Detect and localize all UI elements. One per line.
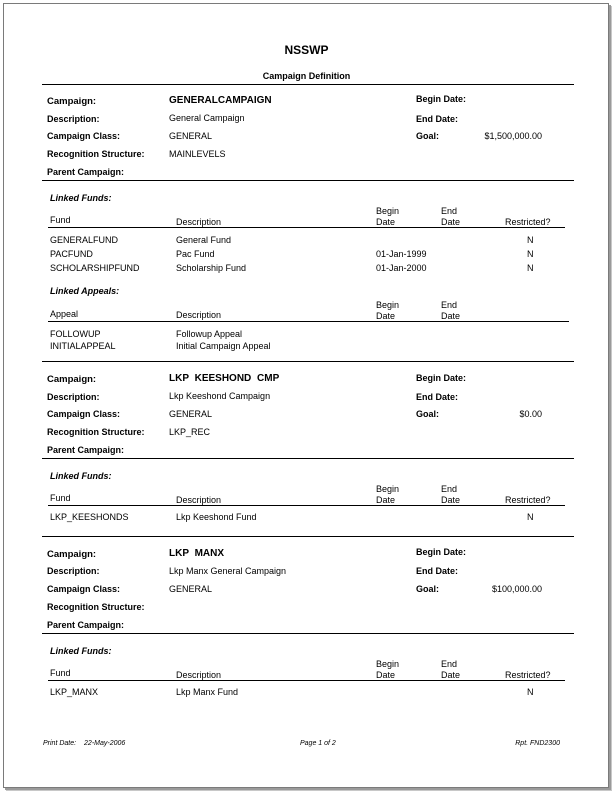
recognition-structure-value: LKP_REC [169,427,211,437]
end-date-label: End Date: [416,114,459,124]
table-header-rule [48,505,565,506]
report-title: Campaign Definition [262,71,351,81]
fund-description: Pac Fund [176,249,215,259]
col-begin: Begin [376,659,400,669]
campaign-class-label: Campaign Class: [47,584,121,594]
campaign-name: GENERALCAMPAIGN [169,95,272,106]
goal-value: $0.00 [519,409,542,419]
fund-description: Lkp Manx Fund [176,687,239,697]
col-fund: Fund [50,668,71,678]
appeal-code: FOLLOWUP [50,329,101,339]
col-begin: Begin [376,300,400,310]
begin-date-label: Begin Date: [416,547,467,557]
col-description: Description [176,670,222,680]
col-end-date: Date [441,495,461,505]
description-label: Description: [47,566,100,576]
section-divider [42,633,574,634]
fund-code: SCHOLARSHIPFUND [50,263,140,273]
campaign-class-label: Campaign Class: [47,409,121,419]
col-end-date: Date [441,670,461,680]
campaign-divider [42,536,574,537]
begin-date-label: Begin Date: [416,373,467,383]
campaign-name: LKP MANX [169,548,225,559]
description-label: Description: [47,392,100,402]
campaign-description: Lkp Keeshond Campaign [169,391,271,401]
col-description: Description [176,495,222,505]
fund-restricted: N [527,249,534,259]
col-description: Description [176,217,222,227]
parent-campaign-label: Parent Campaign: [47,620,125,630]
goal-value: $100,000.00 [491,584,542,594]
print-date-label: Print Date: [43,740,77,747]
linked-funds-heading: Linked Funds: [50,471,112,481]
table-header-rule [48,227,565,228]
col-begin-date: Date [376,217,396,227]
appeal-description: Followup Appeal [176,329,243,339]
col-begin-date: Date [376,311,396,321]
fund-begin-date: 01-Jan-2000 [376,263,427,273]
campaign-class-value: GENERAL [169,584,213,594]
col-restricted: Restricted? [505,217,551,227]
col-end: End [441,300,458,310]
fund-code: LKP_MANX [50,687,99,697]
recognition-structure-label: Recognition Structure: [47,602,145,612]
col-end-date: Date [441,217,461,227]
section-divider [42,180,574,181]
col-begin-date: Date [376,495,396,505]
campaign-description: General Campaign [169,113,245,123]
col-restricted: Restricted? [505,670,551,680]
fund-restricted: N [527,687,534,697]
campaign-label: Campaign: [47,96,97,107]
linked-appeals-heading: Linked Appeals: [50,286,120,296]
col-appeal: Appeal [50,309,79,319]
fund-code: LKP_KEESHONDS [50,512,129,522]
parent-campaign-label: Parent Campaign: [47,445,125,455]
parent-campaign-label: Parent Campaign: [47,167,125,177]
begin-date-label: Begin Date: [416,94,467,104]
campaign-class-value: GENERAL [169,409,213,419]
header-divider [42,84,574,85]
col-restricted: Restricted? [505,495,551,505]
col-end: End [441,659,458,669]
fund-description: Scholarship Fund [176,263,247,273]
col-fund: Fund [50,215,71,225]
appeal-code: INITIALAPPEAL [50,341,116,351]
campaign-class-value: GENERAL [169,131,213,141]
footer-report-id: Rpt. FND2300 [515,740,560,747]
col-begin-date: Date [376,670,396,680]
fund-restricted: N [527,263,534,273]
recognition-structure-value: MAINLEVELS [169,149,226,159]
appeal-description: Initial Campaign Appeal [176,341,271,351]
campaign-description: Lkp Manx General Campaign [169,566,287,576]
goal-value: $1,500,000.00 [484,131,542,141]
fund-code: GENERALFUND [50,235,119,245]
campaign-label: Campaign: [47,549,97,560]
campaign-label: Campaign: [47,374,97,385]
col-end-date: Date [441,311,461,321]
fund-restricted: N [527,235,534,245]
campaign-divider [42,361,574,362]
campaign-class-label: Campaign Class: [47,131,121,141]
table-header-rule [48,680,565,681]
col-begin: Begin [376,206,400,216]
col-begin: Begin [376,484,400,494]
fund-description: General Fund [176,235,232,245]
campaign-name: LKP KEESHOND CMP [169,373,280,384]
col-end: End [441,484,458,494]
fund-description: Lkp Keeshond Fund [176,512,257,522]
goal-label: Goal: [416,409,440,419]
footer-print-date [43,740,125,747]
fund-restricted: N [527,512,534,522]
linked-funds-heading: Linked Funds: [50,646,112,656]
footer-page-number: Page 1 of 2 [300,740,336,747]
col-end: End [441,206,458,216]
recognition-structure-label: Recognition Structure: [47,427,145,437]
end-date-label: End Date: [416,566,459,576]
col-description: Description [176,310,222,320]
fund-code: PACFUND [50,249,93,259]
goal-label: Goal: [416,584,440,594]
table-header-rule [48,321,569,322]
section-divider [42,458,574,459]
print-date-value: 22-May-2006 [84,740,126,747]
goal-label: Goal: [416,131,440,141]
linked-funds-heading: Linked Funds: [50,193,112,203]
fund-begin-date: 01-Jan-1999 [376,249,427,259]
report-org: NSSWP [284,43,329,57]
col-fund: Fund [50,493,71,503]
recognition-structure-label: Recognition Structure: [47,149,145,159]
description-label: Description: [47,114,100,124]
end-date-label: End Date: [416,392,459,402]
